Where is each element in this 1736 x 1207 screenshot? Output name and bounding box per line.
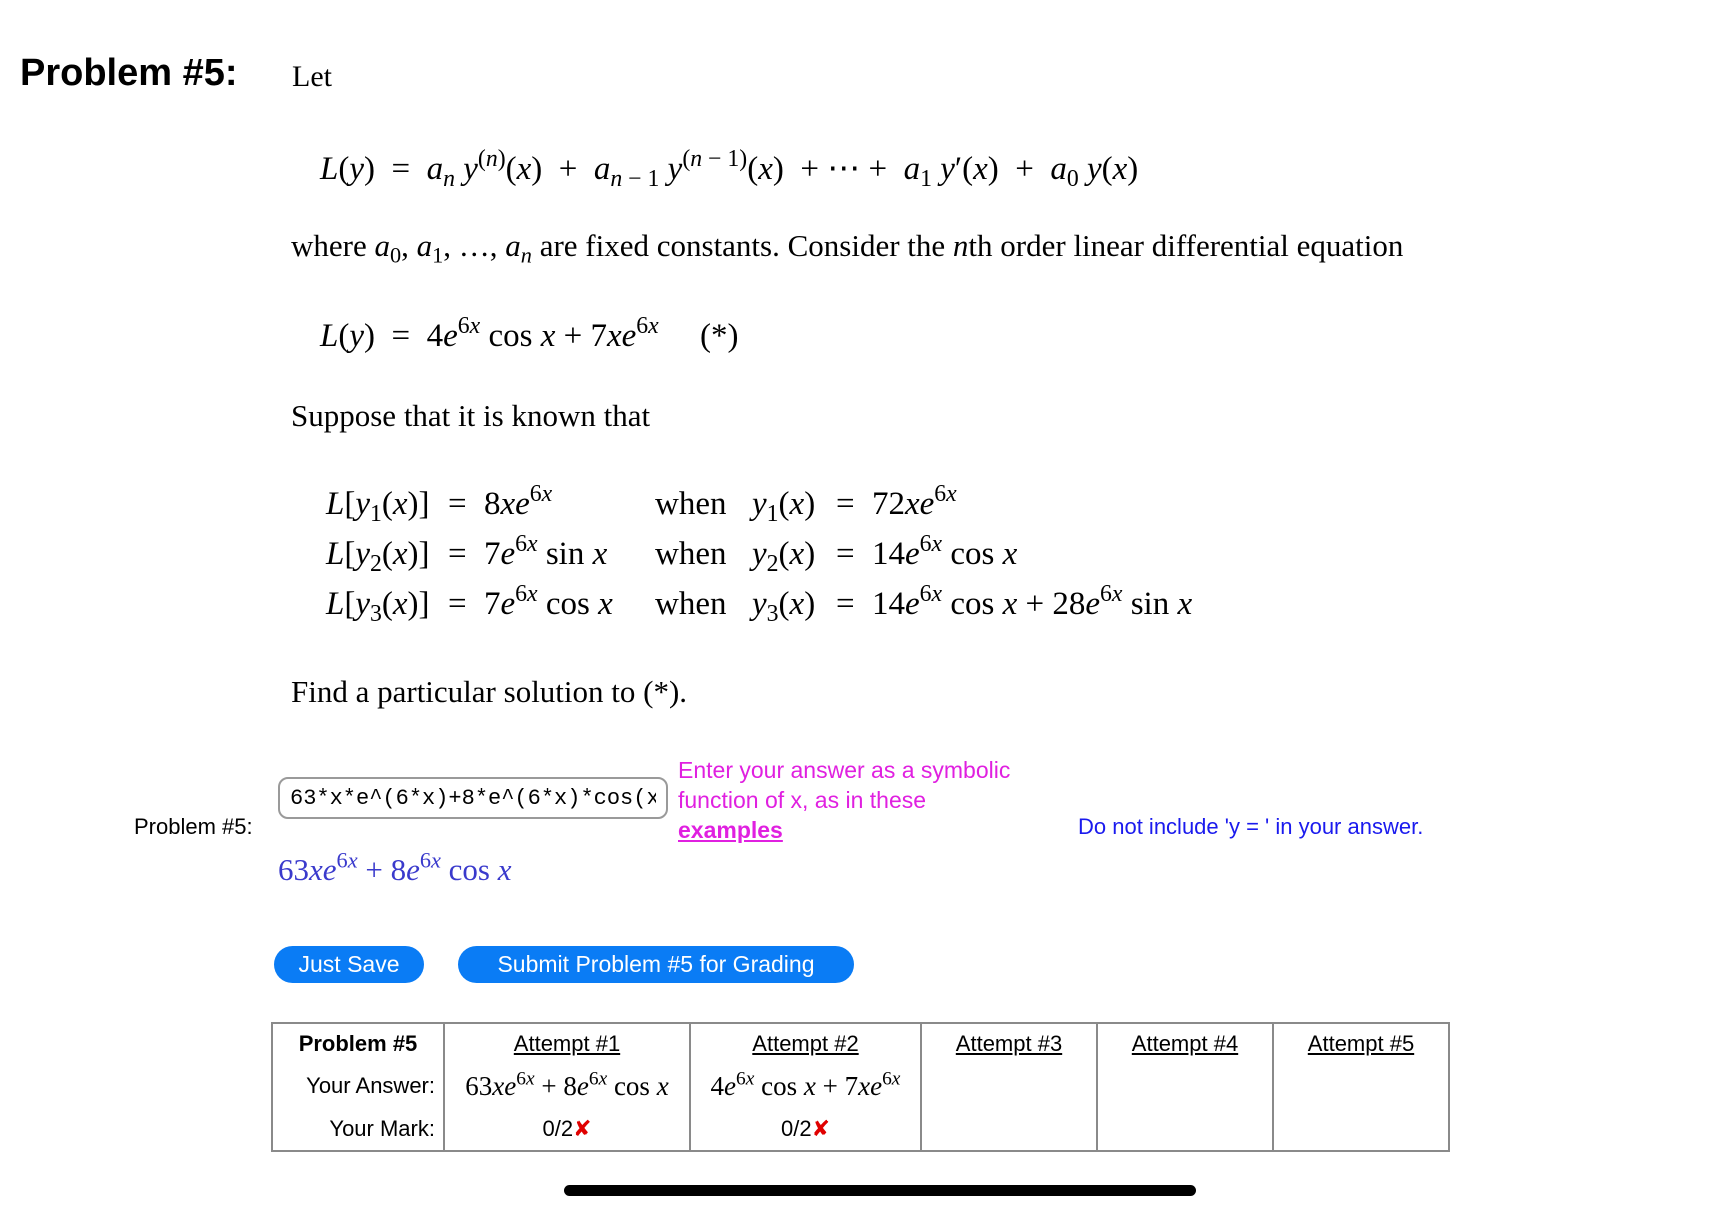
attempt-5-link[interactable]: Attempt #5 (1307, 1031, 1415, 1056)
just-save-button[interactable]: Just Save (274, 946, 424, 983)
attempt-3-link[interactable]: Attempt #3 (955, 1031, 1063, 1056)
problem-title: Problem #5: (20, 52, 238, 94)
attempts-table (271, 1022, 1450, 1152)
problem-intro: Let (292, 60, 332, 93)
answer-row-label: Problem #5: (134, 814, 253, 839)
examples-link[interactable]: examples (678, 817, 783, 843)
suppose-paragraph: Suppose that it is known that (291, 398, 651, 433)
hint-line-1: Enter your answer as a symbolic (678, 757, 1011, 783)
attempt-5-mark (1273, 1108, 1449, 1151)
where-paragraph: where $a_0$, $a_1$, …, $a_n$ are fixed constants. Consider the nth order linear differential equation (291, 228, 1404, 268)
submit-grading-button[interactable]: Submit Problem #5 for Grading (458, 946, 854, 983)
find-paragraph: Find a particular solution to (*). (291, 674, 688, 709)
answer-hint (678, 755, 1010, 845)
attempt-1-mark: 0/2✘ (444, 1108, 690, 1151)
attempt-2-mark: 0/2✘ (690, 1108, 921, 1151)
attempt-5-answer (1273, 1064, 1449, 1108)
main-equation: $L(y) = 4e^{6x}$ $\cos x + 7xe^{6x}$ (*) (320, 312, 739, 354)
answer-input[interactable] (278, 777, 668, 819)
attempt-4-answer (1097, 1064, 1273, 1108)
attempts-header-row (272, 1023, 1449, 1064)
no-y-note: Do not include 'y = ' in your answer. (1078, 814, 1424, 839)
star-label: (*) (699, 318, 739, 354)
your-mark-label: Your Mark: (272, 1108, 444, 1151)
operator-definition: $L(y) = a_n$ $y^{(n)}(x) + a_n$ $_{- 1}$ $y^{(n - 1)}(x)$ + ⋯ + $a_1$ $y'(x) + a_0$ y(x) (320, 145, 1139, 193)
attempt-2-link[interactable]: Attempt #2 (752, 1031, 859, 1056)
wrong-cross-icon: ✘ (811, 1116, 831, 1141)
answers-row (272, 1064, 1449, 1108)
wrong-cross-icon: ✘ (573, 1116, 592, 1141)
table-problem-label: Problem #5 (272, 1023, 444, 1064)
answer-preview: $63xe^{6x} + 8e^{6x}$ cos x (278, 847, 512, 887)
attempt-4-mark (1097, 1108, 1273, 1151)
attempt-1-answer: $63xe^{6x} + 8e^{6x}$ cos x (444, 1064, 690, 1108)
home-indicator[interactable] (564, 1185, 1196, 1196)
attempt-4-link[interactable]: Attempt #4 (1131, 1031, 1239, 1056)
attempt-3-answer (921, 1064, 1097, 1108)
attempt-1-link[interactable]: Attempt #1 (513, 1031, 621, 1056)
marks-row (272, 1108, 1449, 1151)
attempt-3-mark (921, 1108, 1097, 1151)
attempt-2-answer: $4e^{6x}$ $\cos x + 7xe^{6x}$ (690, 1064, 921, 1108)
your-answer-label: Your Answer: (272, 1064, 444, 1108)
hint-line-2: function of x, as in these (678, 787, 927, 813)
